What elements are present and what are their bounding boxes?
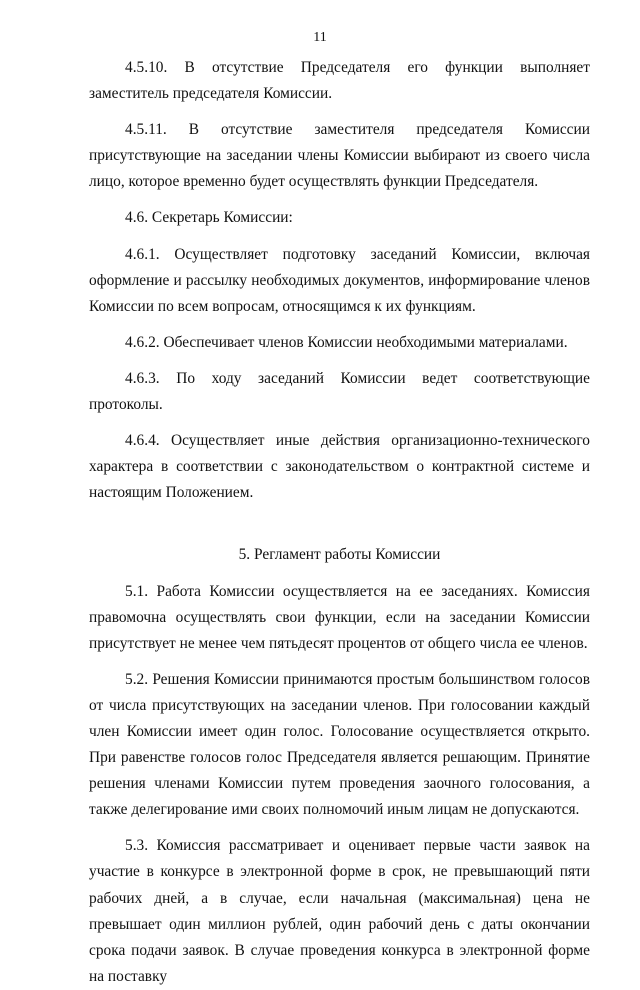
paragraph-spacer [89, 107, 590, 117]
paragraph-spacer [89, 823, 590, 833]
paragraph-4-6-2: 4.6.2. Обеспечивает членов Комиссии необходимыми материалами. [125, 333, 568, 351]
paragraph-5-2: 5.2. Решения Комиссии принимаются простым большинством голосов от числа присутствующих на заседании членов. При голосовании каждый член Комиссии имеет один голос. Голосование осуществляется открыто. При равенстве голосов голос Председателя является решающим. Принятие решения членами Комиссии путем проведения заочного голосования, а также делегирование ими своих полномочий иным лицам не допускаются. [89, 670, 590, 819]
paragraph-4-5-11: 4.5.11. В отсутствие заместителя председателя Комиссии присутствующие на заседании члены Комиссии выбирают из своего числа лицо, которое временно будет осуществлять функции Председателя. [89, 121, 590, 191]
paragraph-spacer [89, 657, 590, 667]
page-number: 11 [313, 30, 327, 45]
paragraph-4-6: 4.6. Секретарь Комиссии: [125, 209, 293, 227]
paragraph-spacer [89, 232, 590, 242]
paragraph-4-6-1: 4.6.1. Осуществляет подготовку заседаний Комиссии, включая оформление и рассылку необходимых документов, информирование членов Комиссии по всем вопросам, относящимся к их функциям. [89, 245, 590, 315]
section-5-heading: 5. Регламент работы Комиссии [238, 546, 441, 564]
paragraph-5-1: 5.1. Работа Комиссии осуществляется на ее заседаниях. Комиссия правомочна осуществлять свои функции, если на заседании Комиссии присутствует не менее чем пятьдесят процентов от общего числа ее членов. [89, 582, 590, 652]
section-spacer [89, 506, 590, 542]
paragraph-spacer [89, 418, 590, 428]
paragraph-spacer [89, 195, 590, 205]
paragraph-4-5-10: 4.5.10. В отсутствие Председателя его функции выполняет заместитель председателя Комиссии. [89, 59, 590, 103]
paragraph-spacer [89, 356, 590, 366]
paragraph-4-6-3: 4.6.3. По ходу заседаний Комиссии ведет соответствующие протоколы. [89, 369, 590, 414]
document-body [89, 55, 590, 990]
paragraph-5-3: 5.3. Комиссия рассматривает и оценивает первые части заявок на участие в конкурсе в электронной форме в срок, не превышающий пяти рабочих дней, а в случае, если начальная (максимальная) цена не превышает один миллион рублей, один рабочий день с даты окончании срока подачи заявок. В случае проведения конкурса в электронной форме на поставку [89, 837, 590, 985]
paragraph-4-6-4: 4.6.4. Осуществляет иные действия организационно-технического характера в соответствии с законодательством о контрактной системе и настоящим Положением. [89, 432, 590, 502]
paragraph-spacer [89, 320, 590, 330]
paragraph-spacer [89, 569, 590, 579]
